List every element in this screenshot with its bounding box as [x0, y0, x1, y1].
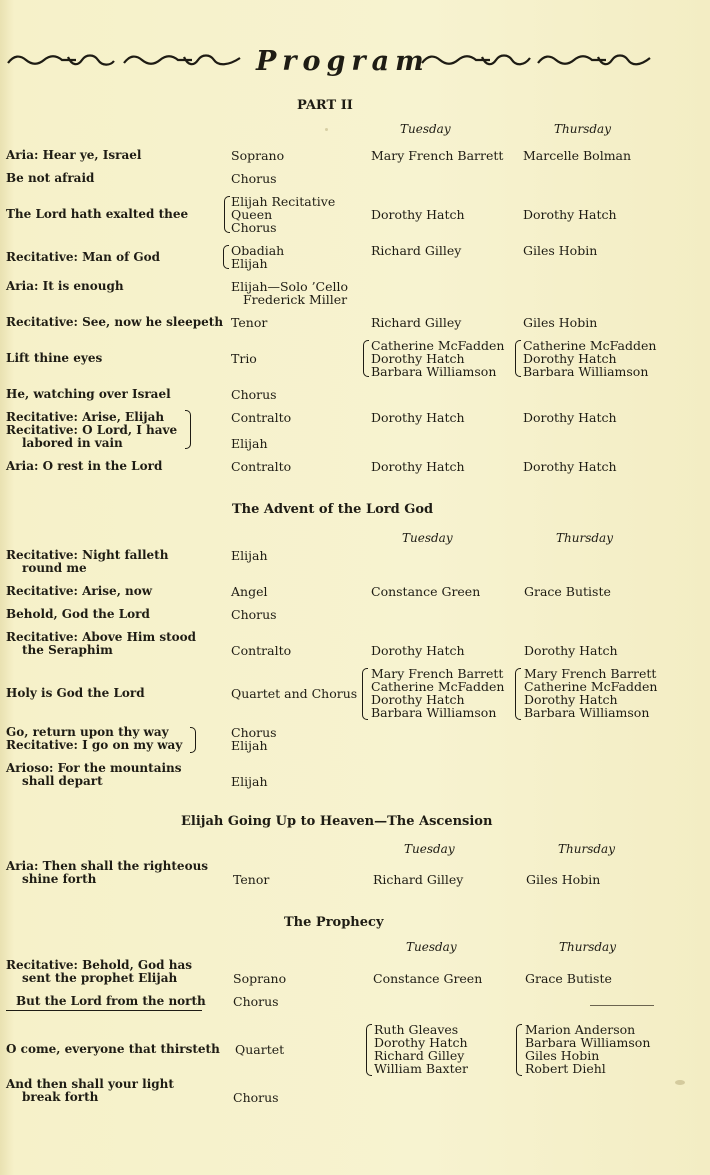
brace — [515, 668, 521, 720]
piece-title: break forth — [22, 1090, 99, 1104]
piece-title: O come, everyone that thirsteth — [6, 1042, 220, 1056]
piece-title: Aria: Hear ye, Israel — [6, 148, 142, 162]
brace — [515, 340, 521, 377]
tuesday-performer: Barbara Williamson — [371, 705, 497, 720]
thursday-header: Thursday — [556, 531, 613, 545]
section-heading: Elijah Going Up to Heaven—The Ascension — [181, 814, 493, 829]
piece-title: Recitative: Above Him stood — [6, 630, 197, 644]
piece-title: round me — [22, 561, 87, 575]
piece-title: Recitative: Night falleth — [6, 548, 169, 562]
tuesday-performer: Richard Gilley — [374, 1048, 465, 1063]
piece-title: Recitative: Arise, now — [6, 584, 153, 598]
thursday-performer: Catherine McFadden — [524, 679, 658, 694]
voice-part: Elijah — [231, 774, 268, 789]
paper-mark — [325, 128, 328, 131]
thursday-performer: Catherine McFadden — [523, 338, 657, 353]
tuesday-header: Tuesday — [402, 531, 453, 545]
piece-title: the Seraphim — [22, 643, 113, 657]
thursday-performer: Robert Diehl — [525, 1061, 606, 1076]
piece-title: Arioso: For the mountains — [6, 761, 182, 775]
thursday-performer: Giles Hobin — [525, 1048, 600, 1063]
voice-part: Chorus — [231, 725, 277, 740]
thursday-performer: Giles Hobin — [523, 315, 598, 330]
underline-mark — [6, 1010, 202, 1011]
voice-part: Obadiah — [231, 243, 285, 258]
thursday-performer: Dorothy Hatch — [524, 643, 618, 658]
thursday-performer: Grace Butiste — [525, 971, 612, 986]
tuesday-performer: Richard Gilley — [371, 315, 462, 330]
piece-title: Go, return upon thy way — [6, 725, 169, 739]
voice-part: Elijah — [231, 256, 268, 271]
thursday-performer: Giles Hobin — [523, 243, 598, 258]
piece-title: Recitative: See, now he sleepeth — [6, 315, 224, 329]
voice-part: Soprano — [233, 971, 287, 986]
thursday-header: Thursday — [554, 122, 611, 136]
tuesday-performer: Barbara Williamson — [371, 364, 497, 379]
part-heading: PART II — [297, 98, 353, 113]
thursday-performer: Dorothy Hatch — [523, 459, 617, 474]
thursday-performer: Mary French Barrett — [524, 666, 657, 681]
tuesday-performer: Dorothy Hatch — [371, 207, 465, 222]
tuesday-performer: Ruth Gleaves — [374, 1022, 459, 1037]
piece-title: Aria: It is enough — [6, 279, 124, 293]
voice-part: Chorus — [233, 1090, 279, 1105]
voice-part: Chorus — [231, 387, 277, 402]
piece-title: Aria: Then shall the righteous — [6, 859, 209, 873]
brace — [190, 727, 196, 753]
piece-title: Recitative: I go on my way — [6, 738, 183, 752]
brace — [185, 410, 191, 449]
voice-part: Frederick Miller — [243, 292, 348, 307]
voice-part: Chorus — [231, 171, 277, 186]
paper-mark — [675, 1080, 685, 1085]
piece-title: shall depart — [22, 774, 103, 788]
voice-part: Elijah—Solo ’Cello — [231, 279, 349, 294]
brace — [516, 1024, 522, 1076]
piece-title: sent the prophet Elijah — [22, 971, 178, 985]
voice-part: Elijah — [231, 548, 268, 563]
voice-part: Tenor — [231, 315, 268, 330]
voice-part: Contralto — [231, 643, 292, 658]
thursday-performer: Marcelle Bolman — [523, 148, 632, 163]
thursday-performer: Barbara Williamson — [523, 364, 649, 379]
piece-title: The Lord hath exalted thee — [6, 207, 189, 221]
thursday-performer: Giles Hobin — [526, 872, 601, 887]
tuesday-performer: Dorothy Hatch — [371, 351, 465, 366]
thursday-performer: Marion Anderson — [525, 1022, 636, 1037]
left-ornament-icon — [6, 54, 244, 68]
piece-title: Aria: O rest in the Lord — [6, 459, 163, 473]
voice-part: Soprano — [231, 148, 285, 163]
tuesday-performer: Dorothy Hatch — [371, 643, 465, 658]
tuesday-performer: Constance Green — [371, 584, 481, 599]
tuesday-performer: Catherine McFadden — [371, 338, 505, 353]
thursday-performer: Dorothy Hatch — [523, 351, 617, 366]
voice-part: Contralto — [231, 459, 292, 474]
piece-title: But the Lord from the north — [16, 994, 206, 1008]
thursday-performer: Dorothy Hatch — [524, 692, 618, 707]
voice-part: Chorus — [233, 994, 279, 1009]
tuesday-performer: Dorothy Hatch — [371, 459, 465, 474]
piece-title: Recitative: Arise, Elijah — [6, 410, 165, 424]
section-heading: The Prophecy — [284, 915, 384, 930]
right-ornament-icon — [420, 54, 652, 68]
voice-part: Queen — [231, 207, 273, 222]
piece-title: Recitative: Behold, God has — [6, 958, 192, 972]
page-title: Program — [256, 46, 430, 77]
brace — [363, 340, 369, 377]
thursday-header: Thursday — [559, 940, 616, 954]
thursday-performer: Grace Butiste — [524, 584, 611, 599]
brace — [224, 196, 230, 233]
tuesday-performer: Dorothy Hatch — [371, 692, 465, 707]
piece-title: Lift thine eyes — [6, 351, 103, 365]
piece-title: Recitative: O Lord, I have — [6, 423, 178, 437]
tuesday-performer: William Baxter — [374, 1061, 468, 1076]
piece-title: Holy is God the Lord — [6, 686, 145, 700]
brace — [366, 1024, 372, 1076]
voice-part: Elijah Recitative — [231, 194, 336, 209]
brace — [362, 668, 368, 720]
thursday-performer: Dorothy Hatch — [523, 207, 617, 222]
piece-title: And then shall your light — [6, 1077, 174, 1091]
brace — [223, 245, 229, 269]
voice-part: Quartet — [235, 1042, 285, 1057]
thursday-header: Thursday — [558, 842, 615, 856]
piece-title: Behold, God the Lord — [6, 607, 150, 621]
voice-part: Elijah — [231, 738, 268, 753]
tuesday-performer: Richard Gilley — [371, 243, 462, 258]
voice-part: Chorus — [231, 220, 277, 235]
voice-part: Chorus — [231, 607, 277, 622]
voice-part: Elijah — [231, 436, 268, 451]
piece-title: He, watching over Israel — [6, 387, 171, 401]
thursday-performer: Dorothy Hatch — [523, 410, 617, 425]
voice-part: Contralto — [231, 410, 292, 425]
tuesday-header: Tuesday — [404, 842, 455, 856]
tuesday-performer: Dorothy Hatch — [371, 410, 465, 425]
piece-title: labored in vain — [22, 436, 123, 450]
voice-part: Tenor — [233, 872, 270, 887]
tuesday-header: Tuesday — [400, 122, 451, 136]
piece-title: shine forth — [22, 872, 97, 886]
voice-part: Quartet and Chorus — [231, 686, 358, 701]
piece-title: Be not afraid — [6, 171, 95, 185]
tuesday-performer: Mary French Barrett — [371, 666, 504, 681]
tuesday-performer: Mary French Barrett — [371, 148, 504, 163]
pencil-mark — [590, 1005, 654, 1006]
thursday-performer: Barbara Williamson — [524, 705, 650, 720]
tuesday-performer: Catherine McFadden — [371, 679, 505, 694]
section-heading: The Advent of the Lord God — [232, 502, 434, 517]
tuesday-performer: Dorothy Hatch — [374, 1035, 468, 1050]
tuesday-performer: Constance Green — [373, 971, 483, 986]
voice-part: Trio — [231, 351, 257, 366]
piece-title: Recitative: Man of God — [6, 250, 161, 264]
tuesday-performer: Richard Gilley — [373, 872, 464, 887]
thursday-performer: Barbara Williamson — [525, 1035, 651, 1050]
voice-part: Angel — [231, 584, 268, 599]
tuesday-header: Tuesday — [406, 940, 457, 954]
